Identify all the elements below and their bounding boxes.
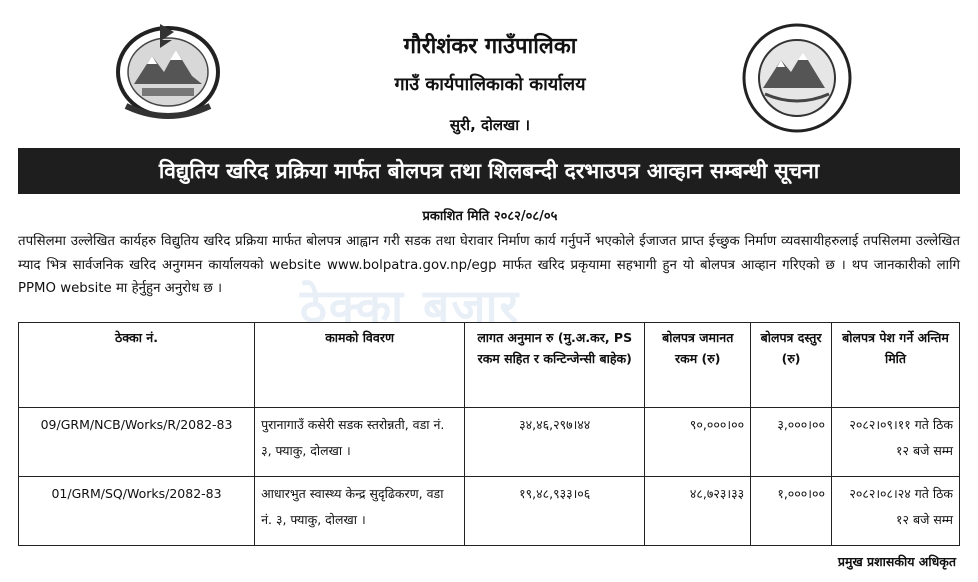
- notice-body-paragraph: तपसिलमा उल्लेखित कार्यहरु विद्युतिय खरिद प्रक्रिया मार्फत बोलपत्र आह्वान गरी सडक तथा घेरावार निर्माण कार्य गर्नुपर्ने भएकोले ईजाजत प्राप्त ईच्छुक निर्माण व्यवसायीहरुलाई तपसिलमा उल्लेखित म्याद भित्र सार्वजनिक खरिद अनुगमन कार्यालयको website www.bolpatra.gov.np/egp मार्फत खरिद प्रकृयामा सहभागी हुन यो बोलपत्र आव्हान गरिएको छ । थप जानकारीको लागि PPMO website मा हेर्नुहुन अनुरोध छ ।: [18, 234, 960, 296]
- header-fee: बोलपत्र दस्तुर (रु): [751, 323, 832, 408]
- header-contract-no: ठेक्का नं.: [19, 323, 255, 408]
- cell-fee: ३,०००।००: [751, 408, 832, 477]
- cell-description: आधारभुत स्वास्थ्य केन्द्र सुदृढिकरण, वडा नं. ३, फ्याकु, दोलखा ।: [255, 477, 465, 546]
- watermark-text: ठेक्का बजार: [300, 279, 521, 333]
- header-security: बोलपत्र जमानत रकम (रु): [645, 323, 751, 408]
- table-header-row: [19, 323, 960, 408]
- header-deadline: बोलपत्र पेश गर्ने अन्तिम मिति: [832, 323, 960, 408]
- tender-table: [18, 322, 960, 546]
- table-row: [19, 408, 960, 477]
- notice-header: [0, 0, 978, 142]
- nepal-emblem-icon: [112, 14, 224, 126]
- table-row: [19, 477, 960, 546]
- cell-security: ९०,०००।००: [645, 408, 751, 477]
- cell-estimate: १९,४८,९३३।०६: [465, 477, 645, 546]
- office-name: गाउँ कार्यपालिकाको कार्यालय: [394, 74, 586, 95]
- office-address: सुरी, दोलखा ।: [449, 116, 531, 134]
- cell-contract-no: 09/GRM/NCB/Works/R/2082-83: [19, 408, 255, 477]
- notice-title-banner: विद्युतिय खरिद प्रक्रिया मार्फत बोलपत्र तथा शिलबन्दी दरभाउपत्र आव्हान सम्बन्धी सूचना: [18, 148, 960, 194]
- cell-security: ४८,७२३।३३: [645, 477, 751, 546]
- header-estimate: लागत अनुमान रु (मु.अ.कर, PS रकम सहित र कन्टिन्जेन्सी बाहेक): [465, 323, 645, 408]
- cell-deadline: २०८२।०९।११ गते ठिक १२ बजे सम्म: [832, 408, 960, 477]
- municipality-seal-icon: [741, 22, 853, 134]
- signoff-designation: प्रमुख प्रशासकीय अधिकृत: [837, 554, 956, 569]
- cell-deadline: २०८२।०८।२४ गते ठिक १२ बजे सम्म: [832, 477, 960, 546]
- published-date: प्रकाशित मिति २०८२/०८/०५: [422, 209, 558, 224]
- cell-fee: १,०००।००: [751, 477, 832, 546]
- cell-estimate: ३४,४६,२९७।४४: [465, 408, 645, 477]
- municipality-name: गौरीशंकर गाउँपालिका: [403, 34, 577, 59]
- header-description: कामको विवरण: [255, 323, 465, 408]
- cell-contract-no: 01/GRM/SQ/Works/2082-83: [19, 477, 255, 546]
- cell-description: पुरानागाउँ कसेरी सडक स्तरोन्नती, वडा नं. ३, फ्याकु, दोलखा ।: [255, 408, 465, 477]
